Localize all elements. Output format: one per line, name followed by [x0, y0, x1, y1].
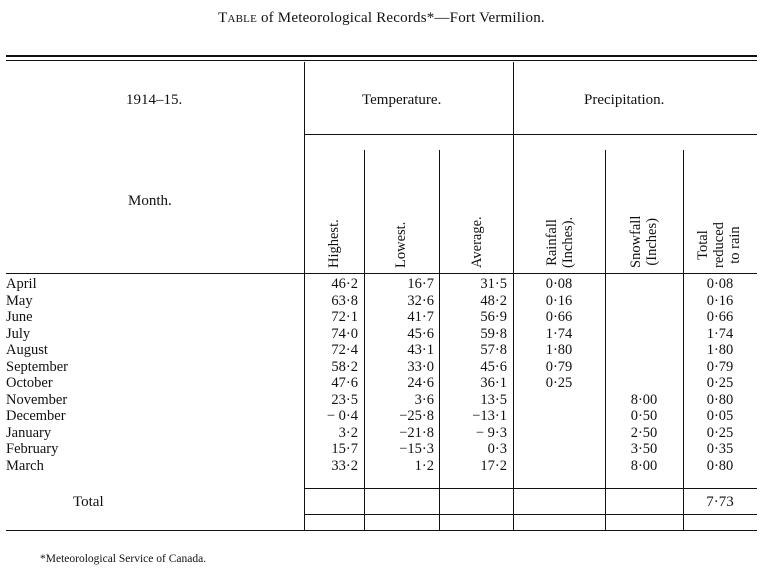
lowest-cell: 16·7	[407, 276, 434, 292]
highest-cell: 74·0	[331, 325, 358, 342]
table-row	[0, 392, 763, 409]
title-rest: of Meteorological Records*—Fort Vermilion.	[257, 10, 545, 26]
table-row	[0, 441, 763, 458]
snowfall-cell: 2·50	[630, 424, 658, 441]
average-header: Average.	[469, 216, 485, 268]
total-cell: 1·80	[706, 342, 734, 358]
total-bottom-rule	[304, 514, 757, 515]
month-cell: June	[6, 309, 33, 325]
table-row	[0, 375, 763, 392]
average-cell: −13·1	[472, 408, 507, 424]
lowest-cell: −15·3	[399, 441, 434, 457]
total-cell: 0·66	[706, 309, 734, 325]
temperature-header: Temperature.	[362, 92, 442, 108]
average-cell: 57·8	[480, 342, 507, 358]
lowest-cell: 33·0	[407, 358, 434, 375]
snowfall-header	[628, 216, 660, 268]
footnote: *Meteorological Service of Canada.	[40, 553, 207, 565]
highest-cell: 47·6	[331, 375, 358, 391]
lowest-cell: 32·6	[407, 292, 434, 309]
average-cell: 48·2	[480, 292, 507, 309]
bottom-rule	[6, 530, 757, 531]
month-cell: January	[6, 424, 52, 441]
lowest-cell: −21·8	[399, 424, 434, 441]
highest-cell: 63·8	[331, 292, 358, 309]
rainfall-cell: 0·16	[545, 292, 573, 309]
average-cell: 36·1	[480, 375, 507, 391]
snowfall-cell: 8·00	[630, 391, 658, 408]
total-cell: 0·08	[706, 276, 734, 292]
highest-cell: − 0·4	[326, 408, 358, 424]
highest-cell: 46·2	[331, 276, 358, 292]
total-cell: 0·05	[706, 408, 734, 424]
month-cell: February	[6, 441, 59, 457]
total-header-line1: Total	[695, 230, 711, 260]
average-cell: 31·5	[480, 276, 507, 292]
month-cell: July	[6, 325, 31, 342]
table-row	[0, 326, 763, 343]
average-cell: 56·9	[480, 309, 507, 325]
total-top-rule	[304, 488, 757, 489]
rainfall-cell: 1·74	[545, 325, 573, 342]
highest-header: Highest.	[326, 219, 342, 268]
highest-cell: 72·4	[331, 342, 358, 358]
average-cell: 0·3	[487, 441, 507, 457]
month-cell: December	[6, 408, 66, 424]
table-row	[0, 425, 763, 442]
rainfall-header-line2: (Inches).	[560, 216, 576, 268]
total-header	[695, 222, 743, 268]
average-cell: 59·8	[480, 325, 507, 342]
total-cell: 1·74	[706, 325, 734, 342]
total-header-line3: to rain	[727, 226, 743, 264]
average-cell: 45·6	[480, 358, 507, 375]
table-row	[0, 458, 763, 475]
month-cell: November	[6, 391, 68, 408]
average-cell: − 9·3	[475, 424, 507, 441]
total-header-line2: reduced	[711, 222, 727, 268]
snowfall-cell: 3·50	[630, 441, 658, 457]
lowest-cell: 1·2	[414, 457, 434, 474]
rainfall-cell: 1·80	[545, 342, 573, 358]
total-label: Total	[73, 494, 104, 510]
rainfall-header-line1: Rainfall	[544, 219, 560, 266]
top-rule-1	[6, 55, 757, 57]
table-row	[0, 408, 763, 425]
total-cell: 0·80	[706, 457, 734, 474]
header-divider	[304, 134, 757, 135]
highest-cell: 72·1	[331, 309, 358, 325]
lowest-cell: 41·7	[407, 309, 434, 325]
month-header: Month.	[128, 193, 172, 209]
month-cell: September	[6, 358, 69, 375]
rainfall-cell: 0·08	[545, 276, 573, 292]
top-rule-2	[6, 60, 757, 61]
month-cell: October	[6, 375, 53, 391]
table-row	[0, 359, 763, 376]
table-row	[0, 342, 763, 359]
month-cell: March	[6, 457, 44, 474]
snowfall-cell: 0·50	[630, 408, 658, 424]
table-row	[0, 276, 763, 293]
highest-cell: 33·2	[331, 457, 358, 474]
highest-cell: 3·2	[338, 424, 358, 441]
total-cell: 0·25	[706, 375, 734, 391]
snowfall-header-line2: (Inches)	[644, 218, 660, 266]
highest-cell: 58·2	[331, 358, 358, 375]
lowest-cell: 43·1	[407, 342, 434, 358]
lowest-cell: 3·6	[414, 391, 434, 408]
lowest-cell: 24·6	[407, 375, 434, 391]
table-title	[0, 10, 763, 27]
rainfall-cell: 0·79	[545, 358, 573, 375]
total-cell: 0·16	[706, 292, 734, 309]
snowfall-cell: 8·00	[630, 457, 658, 474]
total-value: 7·73	[706, 494, 734, 510]
total-cell: 0·25	[706, 424, 734, 441]
month-cell: April	[6, 276, 37, 292]
rainfall-header	[544, 217, 576, 268]
average-cell: 17·2	[480, 457, 507, 474]
table-row	[0, 309, 763, 326]
average-cell: 13·5	[480, 391, 507, 408]
title-lead: Table	[218, 10, 258, 26]
table-row	[0, 293, 763, 310]
month-cell: May	[6, 292, 33, 309]
lowest-header: Lowest.	[393, 221, 409, 268]
total-cell: 0·79	[706, 358, 734, 375]
highest-cell: 15·7	[331, 441, 358, 457]
total-cell: 0·35	[706, 441, 734, 457]
total-cell: 0·80	[706, 391, 734, 408]
body-rule	[6, 273, 757, 274]
month-cell: August	[6, 342, 48, 358]
year-header: 1914–15.	[126, 92, 183, 108]
snowfall-header-line1: Snowfall	[628, 215, 644, 268]
lowest-cell: −25·8	[399, 408, 434, 424]
precipitation-header: Precipitation.	[584, 92, 665, 108]
highest-cell: 23·5	[331, 391, 358, 408]
rainfall-cell: 0·66	[545, 309, 573, 325]
rainfall-cell: 0·25	[545, 375, 573, 391]
lowest-cell: 45·6	[407, 325, 434, 342]
